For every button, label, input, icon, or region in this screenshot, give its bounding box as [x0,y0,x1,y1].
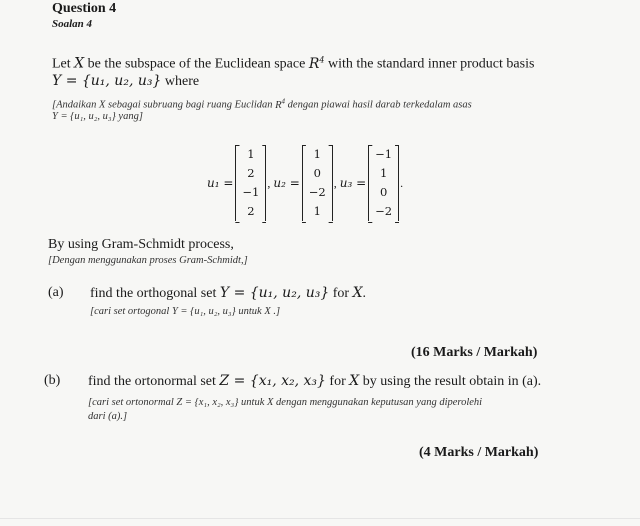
matrix-entry: −2 [375,204,393,218]
translation-x-symbol: X [266,397,274,408]
comma-separator: , [267,175,271,190]
part-a-text: . [362,286,367,301]
orthogonal-set: Y = {u₁, u₂, u₃} [219,285,330,301]
question-title: Question 4 [52,1,117,16]
intro-line-2 [52,73,199,90]
vector-u3-matrix [368,145,399,221]
part-a-marks: (16 Marks / Markah) [411,345,538,360]
vector-label-u3: u₃ = [339,176,367,190]
x-symbol: X [349,373,360,389]
matrix-entry: 2 [247,204,255,218]
part-a-text: find the orthogonal set [90,286,217,301]
part-a-label: (a) [48,285,64,300]
translation-x-symbol: X [98,99,106,111]
r-letter: R [308,55,320,72]
translation-basis-set: Y = {u₁, u₂, u₃} [52,111,116,122]
intro-line-1 [52,55,534,73]
question-subtitle: Soalan 4 [52,18,93,30]
vector-u1-matrix [235,145,266,221]
translation-text: [Andaikan [52,99,97,111]
r-exponent: 4 [319,55,325,64]
intro-text: where [164,74,200,89]
vector-definitions [205,142,404,224]
matrix-entry: 2 [247,166,255,180]
translation-text: untuk [238,306,262,317]
matrix-entry: 1 [313,147,321,161]
period-separator: . [400,175,404,190]
basis-set: Y = {u₁, u₂, u₃} [52,73,162,89]
intro-x-symbol: X [74,55,85,72]
translation-r-symbol [275,97,286,111]
r-exponent: 4 [281,97,286,105]
part-b-label: (b) [44,373,61,388]
part-b-translation-line-1 [88,397,482,408]
translation-text: untuk [241,397,265,408]
orthonormal-set: Z = {x₁, x₂, x₃} [219,373,326,389]
translation-text: yang] [118,111,143,122]
part-b-translation-line-2: dari (a).] [88,411,128,422]
part-b-text: for [329,374,346,389]
matrix-entry: 1 [313,204,321,218]
translation-set: Z = {x₁, x₂, x₃} [176,397,239,408]
matrix-entry: −1 [242,185,260,199]
part-a-translation [90,306,280,317]
matrix-entry: −1 [375,147,393,161]
translation-text: dengan menggunakan keputusan yang diperolehi [276,397,483,408]
part-b-text: by using the result obtain in (a). [362,374,542,389]
matrix-entry: 0 [313,166,321,180]
translation-text: .] [273,306,281,317]
part-b-marks: (4 Marks / Markah) [419,445,539,460]
x-symbol: X [352,285,363,301]
matrix-entry: −2 [308,185,326,199]
process-translation: [Dengan menggunakan proses Gram-Schmidt,] [48,255,248,266]
translation-text: [cari set ortonormal [88,397,174,408]
bottom-divider [0,518,640,519]
r-letter: R [275,99,282,111]
intro-text: be the subspace of the Euclidean space [87,56,306,72]
vector-u2-matrix [302,145,333,221]
intro-translation-line-1 [52,97,472,111]
translation-text: [cari set ortogonal [90,306,170,317]
vector-label-u1: u₁ = [207,176,234,190]
intro-r-symbol [309,56,325,72]
comma-separator: , [333,175,337,190]
matrix-entry: 1 [247,147,255,161]
translation-set: Y = {u₁, u₂, u₃} [171,306,236,317]
part-b-text: find the ortonormal set [88,374,216,389]
translation-text: dengan piawai hasil darab terkedalam asas [287,99,472,111]
process-text: By using Gram-Schmidt process, [48,237,234,252]
matrix-entry: 0 [379,185,388,199]
intro-text: Let [52,56,71,72]
part-a-text: for [332,286,350,301]
part-a-question [90,285,366,302]
translation-text: sebagai subruang bagi ruang Euclidan [108,99,273,111]
part-b-question [88,373,541,390]
intro-translation-line-2 [52,111,143,122]
vector-label-u2: u₂ = [273,176,300,190]
matrix-entry: 1 [379,166,388,180]
translation-x-symbol: X [264,306,271,317]
intro-text: with the standard inner product basis [327,56,535,72]
